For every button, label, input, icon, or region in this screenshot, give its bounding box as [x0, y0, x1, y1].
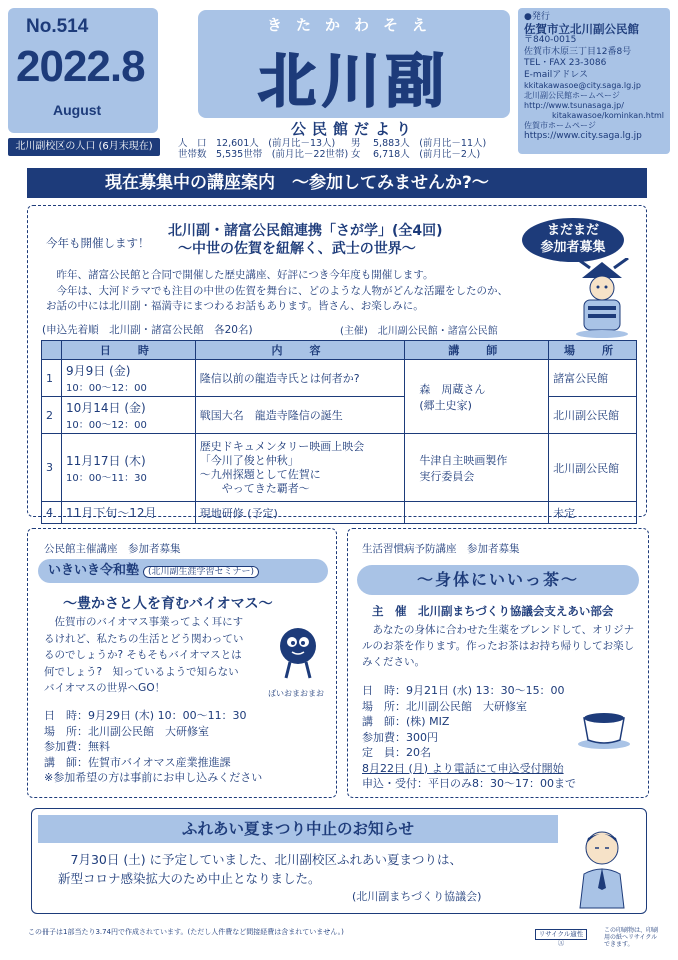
issue-month: August	[53, 102, 102, 118]
zip-code: 〒840-0015	[524, 35, 577, 45]
tea-organizer: 主 催 北川副まちづくり協議会支えあい部会	[372, 604, 614, 618]
row-number: 4	[42, 502, 62, 524]
place-cell: 未定	[549, 502, 637, 524]
detail-line: 8月22日 (月) より電話にて申込受付開始	[362, 761, 564, 775]
issue-box	[8, 8, 158, 133]
publisher-name: 佐賀市立北川副公民館	[524, 21, 639, 36]
notice-line: 7月30日 (土) に予定していました、北川副校区ふれあい夏まつりは、	[58, 852, 463, 867]
row-number: 2	[42, 397, 62, 434]
column-header: 日 時	[61, 341, 195, 360]
detail-line: 日 時：9月21日 (水) 13：30～15：00	[362, 684, 565, 697]
row-number: 1	[42, 360, 62, 397]
time: 10：00～12：00	[65, 420, 147, 431]
time: 10：00～12：00	[65, 383, 147, 394]
place-cell: 北川副公民館	[549, 434, 637, 502]
column-header: 講 師	[405, 341, 549, 360]
homepage-link-cont[interactable]: kitakawasoe/kominkan.html	[552, 111, 664, 120]
festival-notice-body	[58, 850, 558, 888]
course-subtitle: ～中世の佐賀を紐解く、武士の世界～	[178, 241, 416, 257]
host-note: (主催) 北川副公民館・諸富公民館	[340, 326, 498, 337]
badge-line: まだまだ	[546, 223, 599, 238]
population-row	[178, 138, 518, 149]
course-name: いきいき令和塾	[48, 563, 140, 578]
pop-value: 5,535世帯 (前月比－22世帯)	[216, 149, 349, 160]
lecturer-cell: 牛津自主映画製作 実行委員会	[405, 434, 549, 502]
pop-value: 5,883人 (前月比－11人)	[373, 138, 487, 149]
address: 佐賀市木原三丁目12番8号	[524, 46, 632, 57]
detail-line: ※参加希望の方は事前にお申し込みください	[44, 771, 263, 784]
population-label: 北川副校区の人口 (6月末現在)	[8, 138, 160, 156]
phone: TEL・FAX 23-3086	[524, 58, 607, 68]
description-line: 今年は、大河ドラマでも注目の中世の佐賀を舞台に、どのような人物がどんな活躍をしたのか、	[46, 284, 508, 297]
lecturer-cell	[405, 502, 549, 524]
issue-date: 2022.8	[16, 42, 145, 91]
table-row	[42, 434, 637, 502]
application-note: (申込先着順 北川副・諸富公民館 各20名)	[42, 324, 253, 336]
bowing-person-illustration	[566, 818, 638, 910]
row-number: 3	[42, 434, 62, 502]
teacup-illustration	[574, 700, 634, 750]
detail-line: 定 員：20名	[362, 746, 431, 759]
pop-value: 6,718人 (前月比－2人)	[373, 149, 481, 160]
date-cell: 11月下旬～12月	[61, 502, 195, 524]
publisher-info	[518, 8, 670, 154]
newsletter-title: 北川副	[257, 47, 450, 115]
course-series: (北川副生涯学習セミナー)	[143, 566, 259, 578]
detail-line: 場 所：北川副公民館 大研修室	[44, 724, 209, 738]
newsletter-header	[8, 8, 670, 158]
detail-line: 日 時：9月29日 (木) 10：00～11：30	[44, 709, 247, 722]
biomass-heading: 公民館主催講座 参加者募集	[44, 543, 181, 555]
issuer-label: ●発行	[524, 12, 550, 22]
detail-line: 講 師：佐賀市バイオマス産業推進課	[44, 755, 231, 769]
table-row	[42, 360, 637, 397]
festival-notice-title: ふれあい夏まつり中止のお知らせ	[38, 815, 558, 843]
section-banner: 現在募集中の講座案内 ～参加してみませんか?～	[27, 168, 647, 198]
this-year-note: 今年も開催します！	[46, 236, 150, 250]
population-table	[178, 138, 518, 160]
table-row	[42, 502, 637, 524]
column-header: 内 容	[195, 341, 405, 360]
column-header	[42, 341, 62, 360]
population-row	[178, 149, 518, 160]
content-cell: 隆信以前の龍造寺氏とは何者か?	[195, 360, 405, 397]
pop-label: 男	[351, 138, 361, 149]
biomass-subtitle: ～豊かさと人を育むバイオマス～	[63, 596, 273, 612]
recruiting-badge	[522, 218, 624, 262]
email-link[interactable]: kkitakawasoe@city.saga.lg.jp	[524, 81, 641, 90]
date: 9月9日 (金)	[65, 364, 131, 378]
detail-line: 参加費：無料	[44, 740, 110, 753]
recycle-note: この印刷物は、印刷用の紙へリサイクルできます。	[604, 927, 659, 948]
course-title: 北川副・諸富公民館連携「さが学」(全4回)	[168, 223, 443, 239]
biomass-details	[44, 708, 334, 786]
biomass-description: 佐賀市のバイオマス事業ってよく耳にするけれど、私たちの生活とどう関わっているのでしょうか? そもそもバイオマスとは何でしょう? 知っているようで知らないバイオマスの世界へGO！	[44, 616, 244, 694]
column-header: 場 所	[549, 341, 637, 360]
mascot-name: ばいおまおまお	[268, 689, 324, 698]
date: 11月17日 (木)	[65, 453, 146, 468]
samurai-illustration	[568, 258, 636, 338]
detail-line: 講 師：(株) MIZ	[362, 715, 450, 728]
biomass-mascot	[268, 622, 328, 682]
course-schedule-table	[41, 340, 637, 524]
pop-value: 12,601人 (前月比－13人)	[216, 138, 336, 149]
email-label: E-mailアドレス	[524, 69, 588, 80]
table-header-row	[42, 341, 637, 360]
description-line: 昨年、諸富公民館と合同で開催した歴史講座、好評につき今年度も開催します。	[46, 269, 434, 281]
detail-line: 場 所：北川副公民館 大研修室	[362, 699, 527, 713]
badge-line: 参加者募集	[540, 240, 606, 255]
content-cell: 現地研修 (予定)	[195, 502, 405, 524]
issue-number: No.514	[26, 16, 89, 37]
date-cell	[61, 360, 195, 397]
pop-label: 世帯数	[178, 149, 207, 160]
date: 10月14日 (金)	[65, 401, 146, 415]
biomass-course-title	[38, 559, 328, 583]
pop-label: 女	[351, 149, 361, 160]
description-line: お話の中には北川副・福満寺にまつわるお話もあります。皆さん、お楽しみに。	[46, 300, 424, 312]
date-cell	[61, 397, 195, 434]
city-homepage-link[interactable]: https://www.city.saga.lg.jp	[524, 131, 642, 141]
place-cell: 北川副公民館	[549, 397, 637, 434]
tea-description: あなたの身体に合わせた生薬をブレンドして、オリジナルのお茶を作ります。作ったお茶はお持ち帰りしてお楽しみください。	[362, 624, 635, 668]
homepage-link[interactable]: http://www.tsunasaga.jp/	[524, 101, 624, 110]
printing-cost-note: この冊子は1部当たり3.74円で作成されています。(ただし人件費など間接経費は含まれていません。)	[28, 928, 344, 936]
detail-line: 申込・受付：平日のみ8：30～17：00まで	[362, 777, 576, 790]
pop-label: 人 口	[178, 138, 207, 149]
title-box	[198, 10, 510, 118]
content-cell: 戦国大名 龍造寺隆信の誕生	[195, 397, 405, 434]
date-cell	[61, 434, 195, 502]
place-cell: 諸富公民館	[549, 360, 637, 397]
newsletter-subtitle: 公民館だより	[290, 120, 417, 138]
tea-heading: 生活習慣病予防講座 参加者募集	[362, 543, 520, 555]
course-description	[46, 268, 536, 315]
lecturer-cell: 森 周蔵さん (郷土史家)	[405, 360, 549, 434]
time: 10：00～11：30	[65, 472, 147, 484]
tea-course-title: ～身体にいいっ茶～	[357, 565, 639, 595]
city-homepage-label: 佐賀市ホームページ	[524, 121, 596, 130]
recycle-mark: リサイクル適性Ⓐ	[535, 929, 587, 940]
content-cell: 歴史ドキュメンタリー映画上映会 「今川了俊と仲秋」 ～九州探題として佐賀に やってきた覇者～	[195, 434, 405, 502]
title-kana: きたかわそえ	[266, 16, 441, 34]
homepage-label: 北川副公民館ホームページ	[524, 91, 620, 100]
detail-line: 参加費：300円	[362, 730, 438, 744]
notice-line: 新型コロナ感染拡大のため中止となりました。	[58, 871, 321, 886]
notice-signature: (北川副まちづくり協議会)	[352, 890, 482, 903]
